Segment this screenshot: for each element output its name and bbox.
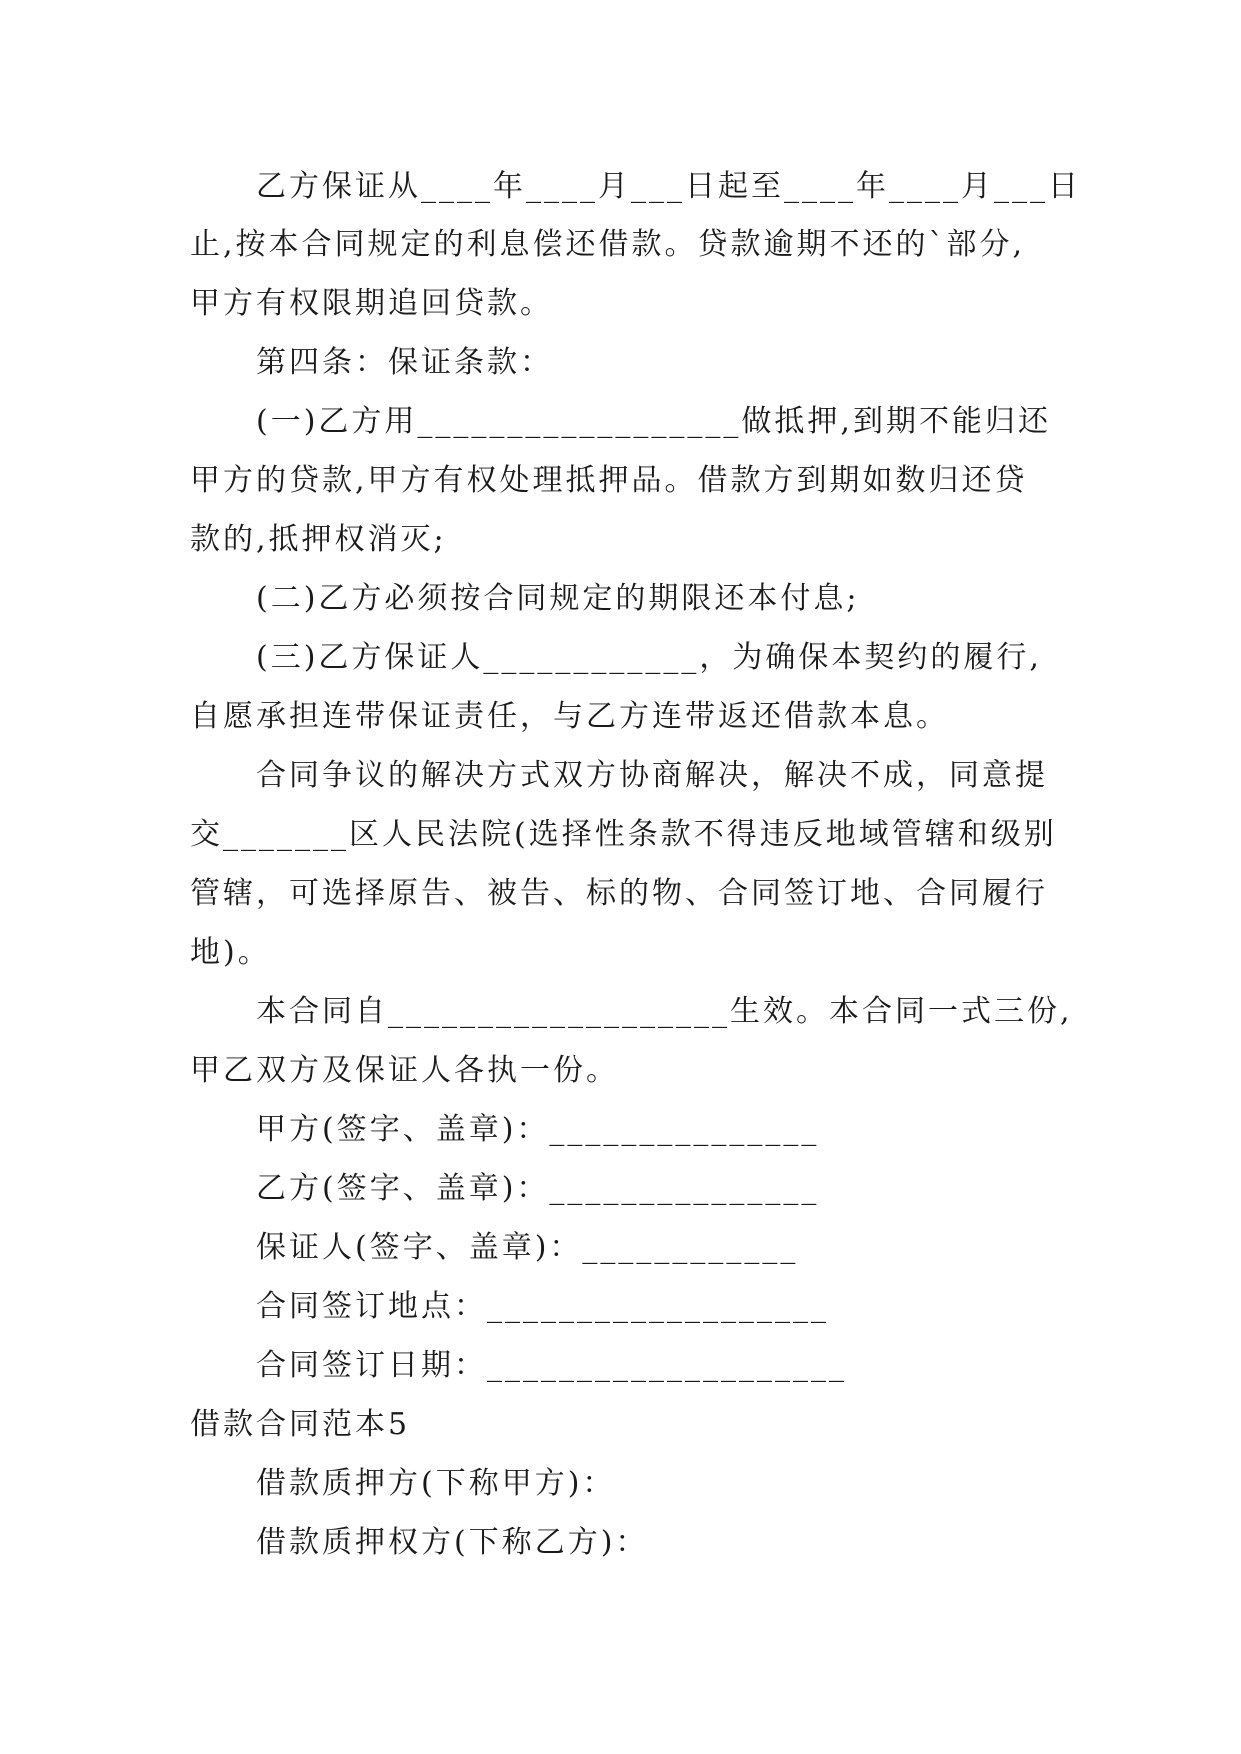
signature-line-party-b: 乙方(签字、盖章)：_______________ [256, 1171, 820, 1206]
clause-line: (二)乙方必须按合同规定的期限还本付息; [256, 581, 860, 616]
signing-date-line: 合同签订日期：____________________ [256, 1348, 847, 1383]
paragraph-line: 地)。 [190, 935, 271, 970]
signature-line-guarantor: 保证人(签字、盖章)：____________ [256, 1230, 799, 1265]
section-heading: 第四条：保证条款： [256, 345, 553, 380]
clause-line: 款的,抵押权消灭; [190, 522, 447, 557]
paragraph-line: 乙方保证从____年____月___日起至____年____月___日 [256, 169, 1081, 204]
signature-line-party-a: 甲方(签字、盖章)：_______________ [256, 1112, 820, 1147]
party-b-line: 借款质押权方(下称乙方)： [256, 1525, 649, 1560]
clause-line: 甲方的贷款,甲方有权处理抵押品。借款方到期如数归还贷 [190, 463, 1028, 498]
paragraph-line: 合同争议的解决方式双方协商解决，解决不成，同意提 [256, 758, 1048, 793]
paragraph-line: 止,按本合同规定的利息偿还借款。贷款逾期不还的`部分, [190, 227, 1026, 262]
paragraph-line: 本合同自___________________生效。本合同一式三份, [256, 994, 1073, 1029]
clause-line: 自愿承担连带保证责任，与乙方连带返还借款本息。 [190, 699, 949, 734]
signing-place-line: 合同签订地点：___________________ [256, 1289, 829, 1324]
contract-title: 借款合同范本5 [190, 1407, 411, 1442]
paragraph-line: 交_______区人民法院(选择性条款不得违反地域管辖和级别 [190, 817, 1057, 852]
paragraph-line: 管辖，可选择原告、被告、标的物、合同签订地、合同履行 [190, 876, 1048, 911]
paragraph-line: 甲方有权限期追回贷款。 [190, 286, 553, 321]
paragraph-line: 甲乙双方及保证人各执一份。 [190, 1053, 619, 1088]
clause-line: (一)乙方用__________________做抵押,到期不能归还 [256, 404, 1051, 439]
clause-line: (三)乙方保证人____________，为确保本契约的履行, [256, 640, 1042, 675]
party-a-line: 借款质押方(下称甲方)： [256, 1466, 616, 1501]
